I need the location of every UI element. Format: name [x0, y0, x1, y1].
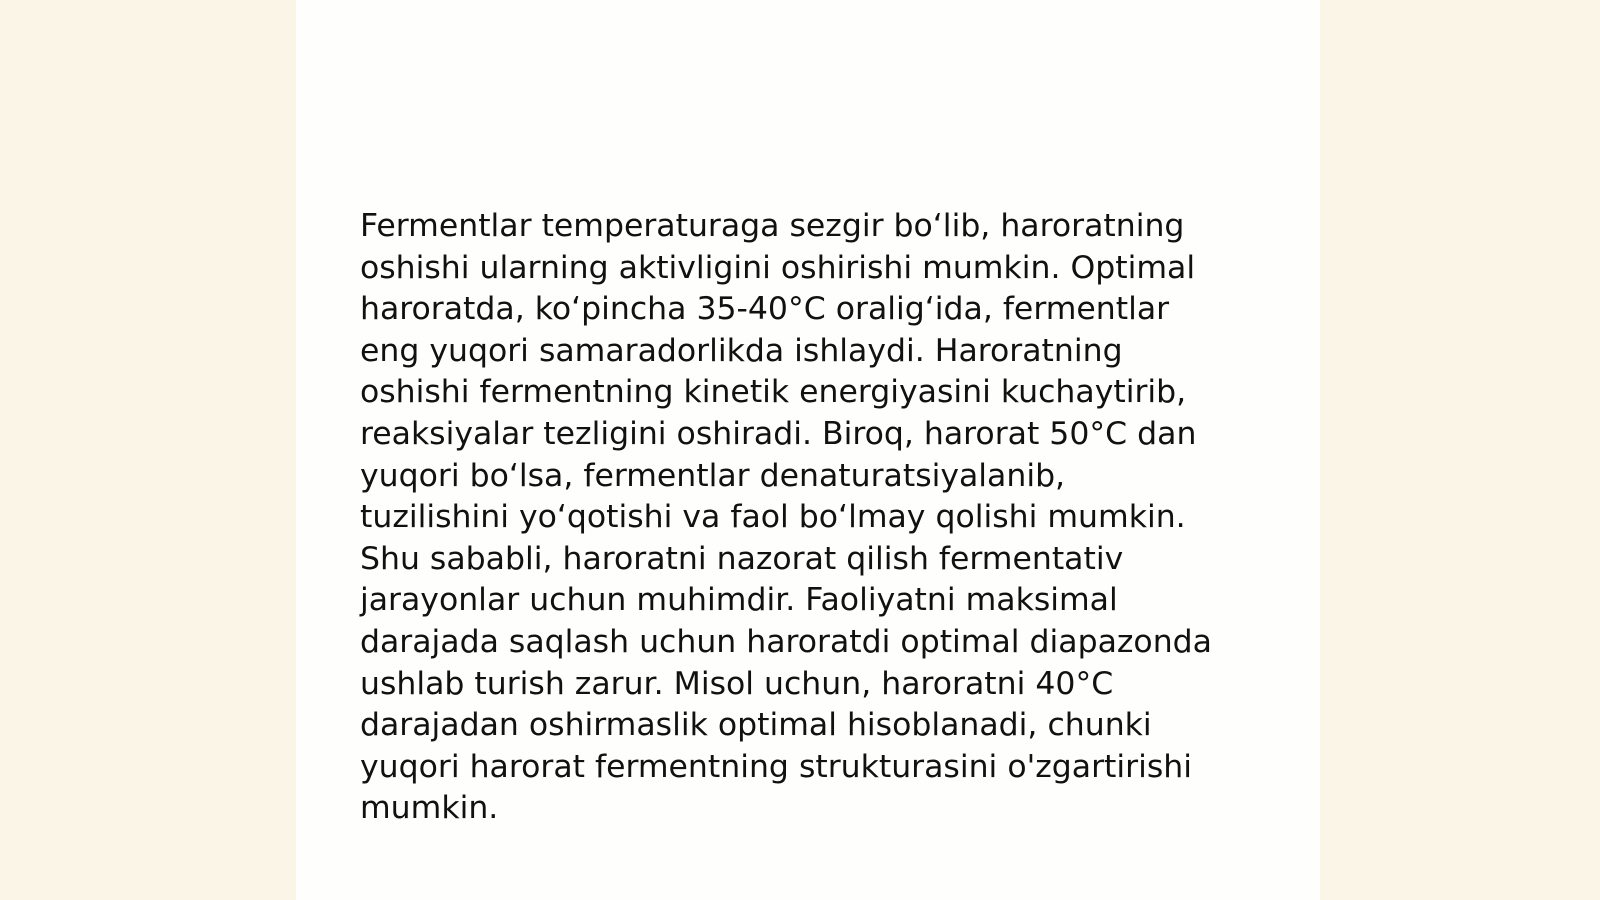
- document-page: [296, 0, 1320, 900]
- body-paragraph: Fermentlar temperaturaga sezgir bo‘lib, haroratning oshishi ularning aktivligini oshirishi mumkin. Optimal haroratda, ko‘pincha 35-40°C oralig‘ida, fermentlar eng yuqori samaradorlikda ishlaydi. Haroratning oshishi fermentning kinetik energiyasini kuchaytirib, reaksiyalar tezligini oshiradi. Biroq, harorat 50°C dan yuqori bo‘lsa, fermentlar denaturatsiyalanib, tuzilishini yo‘qotishi va faol bo‘lmay qolishi mumkin. Shu sababli, haroratni nazorat qilish fermentativ jarayonlar uchun muhimdir. Faoliyatni maksimal darajada saqlash uchun haroratdi optimal diapazonda ushlab turish zarur. Misol uchun, haroratni 40°C darajadan oshirmaslik optimal hisoblanadi, chunki yuqori harorat fermentning strukturasini o'zgartirishi mumkin.: [360, 208, 1212, 827]
